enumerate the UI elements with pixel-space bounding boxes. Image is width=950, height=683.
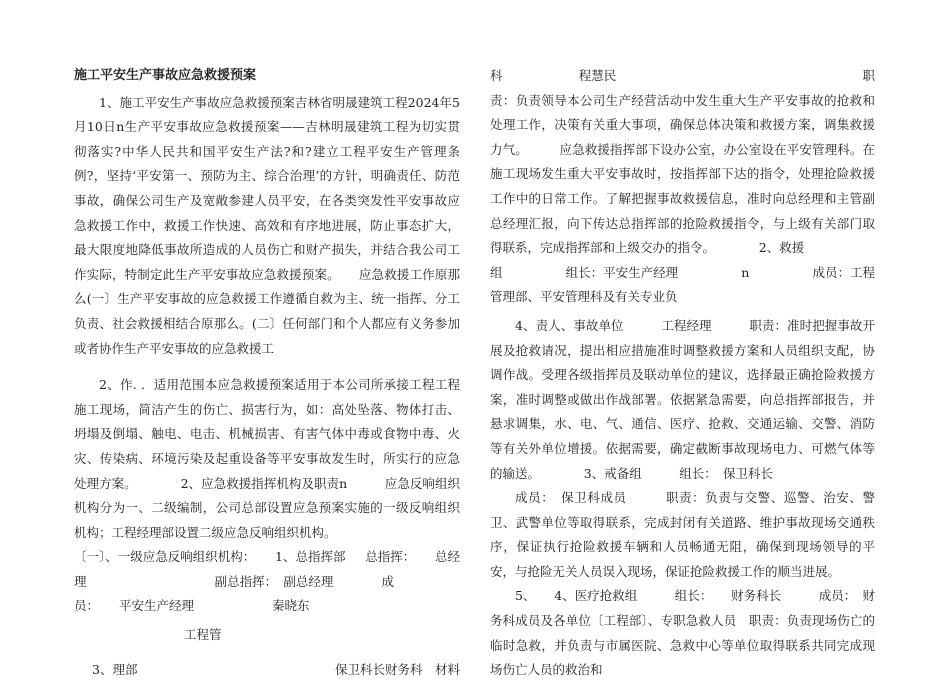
org-row-5: 3、理部 保卫科长财务科 材料 (92, 661, 460, 677)
paragraph-1: 1、施工平安生产事故应急救援预案吉林省明晟建筑工程2024年5月10日n生产平安事故应急救援预案——吉林明晟建筑工程为切实贯彻落实?中华人民共和国平安生产法?和?建立工程平安生产管理条例?，坚持‘平安第一、预防为主、综合治理’的方针，明确责任、防范事故，确保公司生产及宽敞参建人员平安，在各类突发性平安事故应急救援工作中，救援工作快速、高效和有序地进展，防止事态扩大，最大限度地降低事故所造成的人员伤亡和财产损失，并结合我公司工作实际，特制定此生产平安事故应急救援预案。 应急救援工作原那么(一〕生产平安事故的应急救援工作遵循自救为主、统一指挥、分工负责、社会救援相结合原那么。(二〕任何部门和个人都应有义务参加或者协作生产平安事故的应急救援工 (74, 94, 460, 356)
document-title: 施工平安生产事故应急救援预案 (74, 68, 257, 83)
paragraph-4: 管理部、平安管理科及有关专业负 (490, 289, 678, 305)
right-row-2: 组 组长：平安生产经理 n 成员：工程 (490, 264, 875, 280)
right-row-1: 科 程慧民 职 (490, 68, 875, 83)
paragraph-2: 2、作. ．适用范围本应急救援预案适用于本公司所承接工程工程施工现场，简洁产生的伤亡、损害行为，如：高处坠落、物体打击、坍塌及倒塌、触电、电击、机械损害、有害气体中毒或食物中毒、火灾、传染病、环境污染及起重设备等平安事故发生时，所实行的应急处理方案。 2、应急救援指挥机构及职责n 应急反响组织机构分为一、二级编制，公司总部设置应急预案实施的一级反响组织机构；工程经理部设置二级应急反响组织机构。 (74, 377, 460, 540)
org-row-3: 员： 平安生产经理 秦晓东 (74, 598, 310, 614)
right-column (490, 60, 875, 683)
org-row-1: 〔一〕、一级应急反响组织机构： 1、总指挥部 总指挥： 总经 (74, 549, 460, 565)
paragraph-5: 4、责人、事故单位 工程经理 职责：准时把握事故开展及抢救请况，提出相应措施准时调整救援方案和人员组织支配，协调作战。受理各级指挥员及联动单位的建议，选择最正确抢险救援方案，准时调整或做出作战部署。依据紧急需要，向总指挥部报告，并悬求调集，水、电、气、通信、医疗、抢救、交通运输、交警、消防等有关外单位增援。依据需要，确定截断事故现场电力、可燃气体等的输送。 3、戒备组 组长： 保卫科长 (490, 317, 875, 481)
paragraph-3: 责：负责领导本公司生产经营活动中发生重大生产平安事故的抢救和处理工作，决策有关重大事项，确保总体决策和救援方案，调集救援力气。 应急救援指挥部下设办公室，办公室设在平安管理科。在施工现场发生重大平安事故时，按指挥部下达的指令，处理抢险救援工作中的日常工作。了解把握事故救援信息，准时向总经理和主管副总经理汇报，向下传达总指挥部的抢险救援指令，与上级有关部门取得联系，完成指挥部和上级交办的指令。 2、救援 (490, 92, 875, 256)
org-row-2: 理 副总指挥： 副总经理 成 (74, 573, 394, 589)
left-column (74, 60, 460, 682)
paragraph-7: 5、 4、医疗抢救组 组长： 财务科长 成员： 财务科成员及各单位〔工程部〕、专职急救人员 职责：负责现场伤亡的临时急救，并负责与市属医院、急救中心等单位取得联系共同完成现场伤亡人员的救治和 (490, 588, 875, 678)
org-row-4: 工程管 (184, 627, 222, 643)
paragraph-6: 成员： 保卫科成员 职责：负责与交警、巡警、治安、警卫、武警单位等取得联系，完成封闭有关道路、维护事故现场交通秩序，保证执行抢险救援车辆和人员畅通无阻，确保到现场领导的平安，与抢险无关人员误入现场，保证抢险救援工作的顺当进展。 (490, 490, 875, 579)
